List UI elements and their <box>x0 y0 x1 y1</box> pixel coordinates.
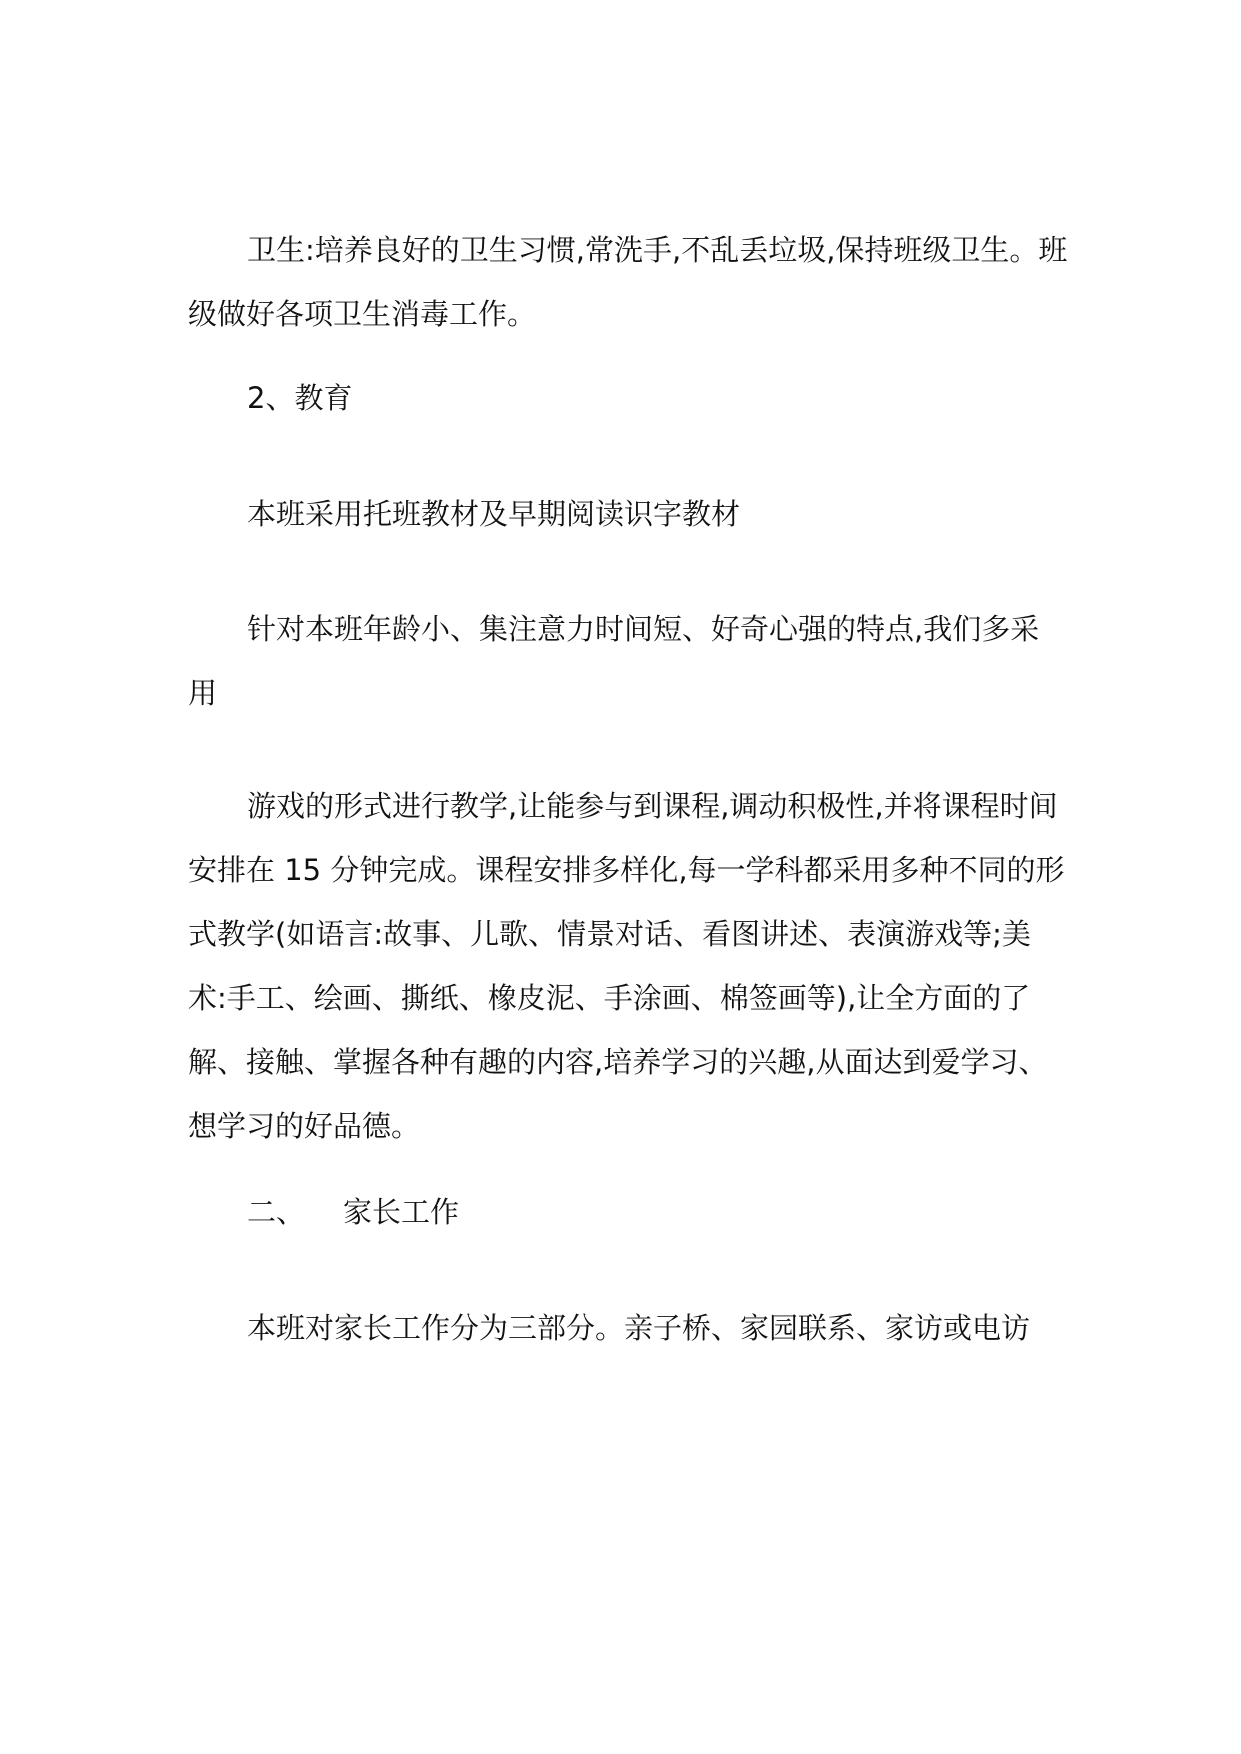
parent-heading-title: 家长工作 <box>343 1195 460 1229</box>
hygiene-paragraph: 卫生:培养良好的卫生习惯,常洗手,不乱丢垃圾,保持班级卫生。班级做好各项卫生消毒工作。 <box>188 233 1068 331</box>
approach-paragraph: 针对本班年龄小、集注意力时间短、好奇心强的特点,我们多采用 <box>188 612 1040 710</box>
parent-work-paragraph: 本班对家长工作分为三部分。亲子桥、家园联系、家访或电访 <box>247 1311 1031 1345</box>
education-heading: 2、教育 <box>247 381 353 415</box>
parent-heading-number: 二、 <box>247 1195 306 1229</box>
materials-paragraph: 本班采用托班教材及早期阅读识字教材 <box>247 497 741 531</box>
parent-work-heading <box>247 1180 459 1244</box>
games-paragraph: 游戏的形式进行教学,让能参与到课程,调动积极性,并将课程时间安排在 15 分钟完成。课程安排多样化,每一学科都采用多种不同的形式教学(如语言:故事、儿歌、情景对话、看图讲述、表演游戏等;美术:手工、绘画、撕纸、橡皮泥、手涂画、棉签画等),让全方面的了解、接触、掌握各种有趣的内容,培养学习的兴趣,从面达到爱学习、想学习的好品德。 <box>188 789 1065 1143</box>
